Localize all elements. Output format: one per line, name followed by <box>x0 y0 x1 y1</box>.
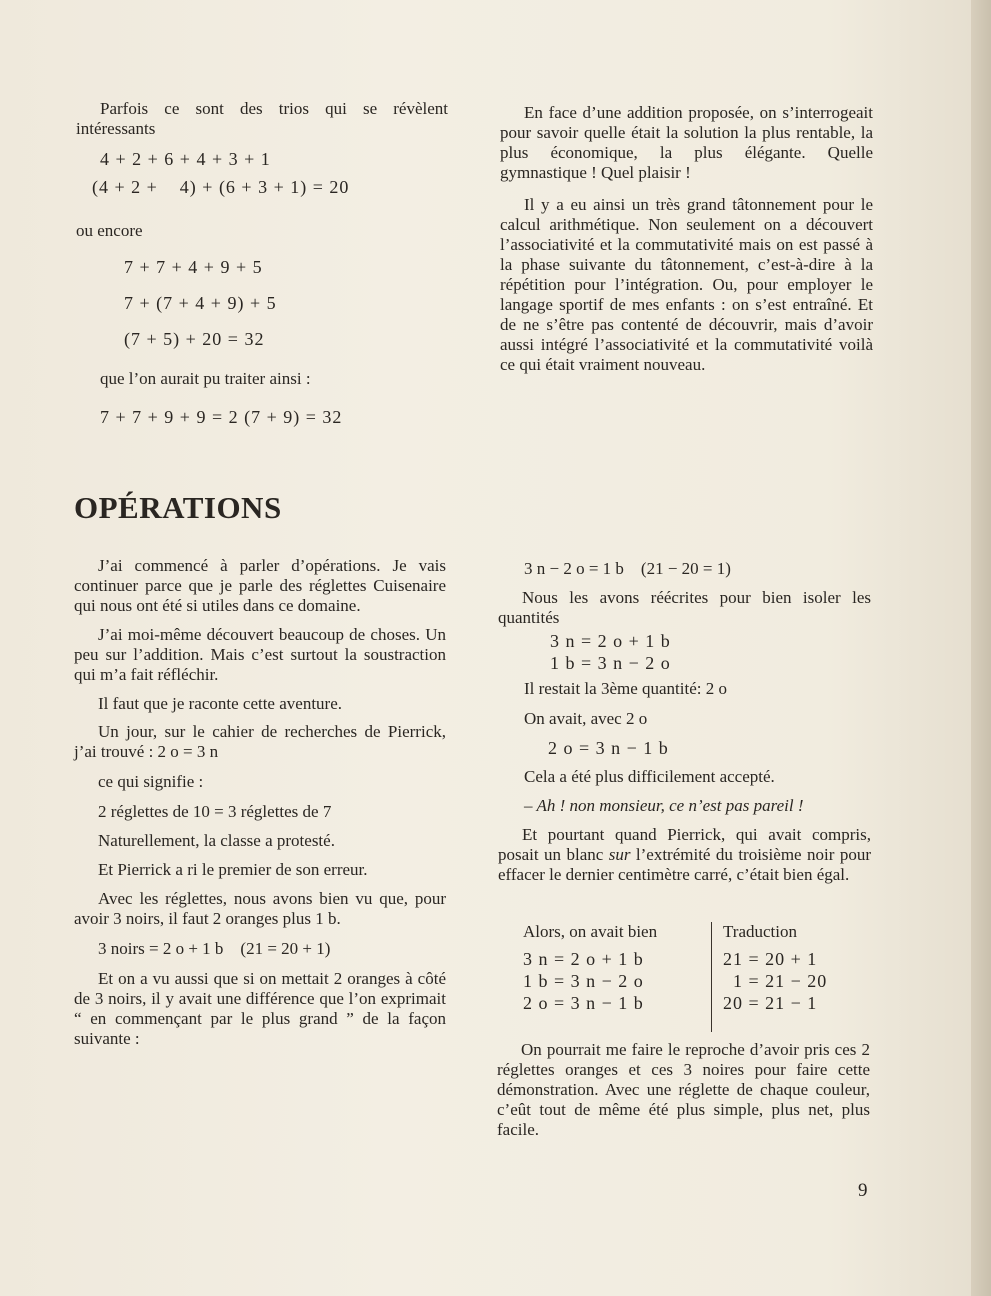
table-row: 21 = 20 + 1 <box>723 949 818 969</box>
paragraph: On pourrait me faire le reproche d’avoir pris ces 2 réglettes oranges et ces 3 noires pour faire cette démonstration. Avec une réglette de chaque couleur, c’eût tout de même été plus simple, plus net, plus facile. <box>497 1040 870 1139</box>
page-number: 9 <box>858 1180 868 1201</box>
right-bottom-column <box>498 559 871 885</box>
paragraph: J’ai moi-même découvert beaucoup de choses. Un peu sur l’addition. Mais c’est surtout la soustraction qui m’a fait réfléchir. <box>74 625 446 684</box>
table-row: 3 n = 2 o + 1 b <box>523 949 644 969</box>
left-bottom-column <box>74 556 446 1049</box>
math-line: (4 + 2 + 4) + (6 + 3 + 1) = 20 <box>92 177 350 197</box>
paragraph: Cela a été plus difficilement accepté. <box>524 767 775 786</box>
paragraph <box>498 825 871 885</box>
math-line: 4 + 2 + 6 + 4 + 3 + 1 <box>100 149 271 169</box>
paragraph: Parfois ce sont des trios qui se révèlent intéressants <box>76 99 448 138</box>
paragraph: Et on a vu aussi que si on mettait 2 oranges à côté de 3 noirs, il y avait une différence que l’on exprimait “ en commençant par le plus grand ” de la façon suivante : <box>74 969 446 1048</box>
table-row: 1 = 21 − 20 <box>733 971 828 991</box>
translation-table <box>523 922 863 1032</box>
math-line: 1 b = 3 n − 2 o <box>550 653 671 673</box>
text: Et pourtant quand Pierrick, qui avait compris, posait un blanc <box>498 825 871 864</box>
table-row: 1 b = 3 n − 2 o <box>523 971 644 991</box>
math-line: 2 o = 3 n − 1 b <box>548 738 669 758</box>
right-top-column <box>500 103 873 375</box>
left-top-column <box>76 99 448 427</box>
paragraph: que l’on aurait pu traiter ainsi : <box>100 369 311 388</box>
paragraph: Avec les réglettes, nous avons bien vu que, pour avoir 3 noirs, il faut 2 oranges plus 1 b. <box>74 889 446 928</box>
math-line: 3 noirs = 2 o + 1 b (21 = 20 + 1) <box>98 939 331 958</box>
paragraph: Nous les avons réécrites pour bien isoler les quantités <box>498 588 871 627</box>
paragraph: Il faut que je raconte cette aventure. <box>98 694 343 713</box>
math-line: 3 n = 2 o + 1 b <box>550 631 671 651</box>
table-left <box>523 922 703 1013</box>
paragraph: Il restait la 3ème quantité: 2 o <box>524 679 727 698</box>
table-header: Traduction <box>723 922 797 941</box>
paragraph: Et Pierrick a ri le premier de son erreur. <box>98 860 368 879</box>
section-title: OPÉRATIONS <box>74 490 282 525</box>
paragraph: ce qui signifie : <box>98 772 204 791</box>
text: l’extrémité du troisième noir pour effacer le dernier centimètre carré, c’était bien égal. <box>498 845 871 884</box>
math-line: 7 + (7 + 4 + 9) + 5 <box>124 293 277 313</box>
paragraph: En face d’une addition proposée, on s’interrogeait pour savoir quelle était la solution la plus rentable, la plus économique, la plus élégante. Quelle gymnastique ! Quel plaisir ! <box>500 103 873 182</box>
table-row: 2 o = 3 n − 1 b <box>523 993 644 1013</box>
page-edge <box>971 0 991 1296</box>
math-line: 7 + 7 + 4 + 9 + 5 <box>124 257 263 277</box>
table-header: Alors, on avait bien <box>523 922 658 941</box>
paragraph: Un jour, sur le cahier de recherches de Pierrick, j’ai trouvé : 2 o = 3 n <box>74 722 446 761</box>
paragraph: J’ai commencé à parler d’opérations. Je vais continuer parce que je parle des réglettes Cuisenaire qui nous ont été si utiles dans ce domaine. <box>74 556 446 615</box>
table-divider <box>711 922 712 1032</box>
math-line: (7 + 5) + 20 = 32 <box>124 329 265 349</box>
table-right <box>723 922 863 1013</box>
paragraph: On avait, avec 2 o <box>524 709 648 728</box>
paragraph: – Ah ! non monsieur, ce n’est pas pareil ! <box>524 796 804 815</box>
math-line: 3 n − 2 o = 1 b (21 − 20 = 1) <box>524 559 731 578</box>
paragraph: 2 réglettes de 10 = 3 réglettes de 7 <box>98 802 332 821</box>
paragraph: Il y a eu ainsi un très grand tâtonnement pour le calcul arithmétique. Non seulement on a découvert l’associativité et la commutativité mais on est passé à la phase suivante du tâtonnement, c’est-à-dire à la répétition pour l’intégration. Ou, pour employer le langage sportif de mes enfants : on s’est entraîné. Et de ne s’être pas contenté de découvrir, mais d’avoir aussi intégré l’associativité et la commutativité voilà ce qui était vraiment nouveau. <box>500 195 873 374</box>
table-row: 20 = 21 − 1 <box>723 993 818 1013</box>
closing-paragraph-column <box>497 1040 870 1140</box>
paragraph: ou encore <box>76 221 143 240</box>
emphasis: sur <box>608 845 631 864</box>
math-line: 7 + 7 + 9 + 9 = 2 (7 + 9) = 32 <box>100 407 343 427</box>
paragraph: Naturellement, la classe a protesté. <box>98 831 335 850</box>
